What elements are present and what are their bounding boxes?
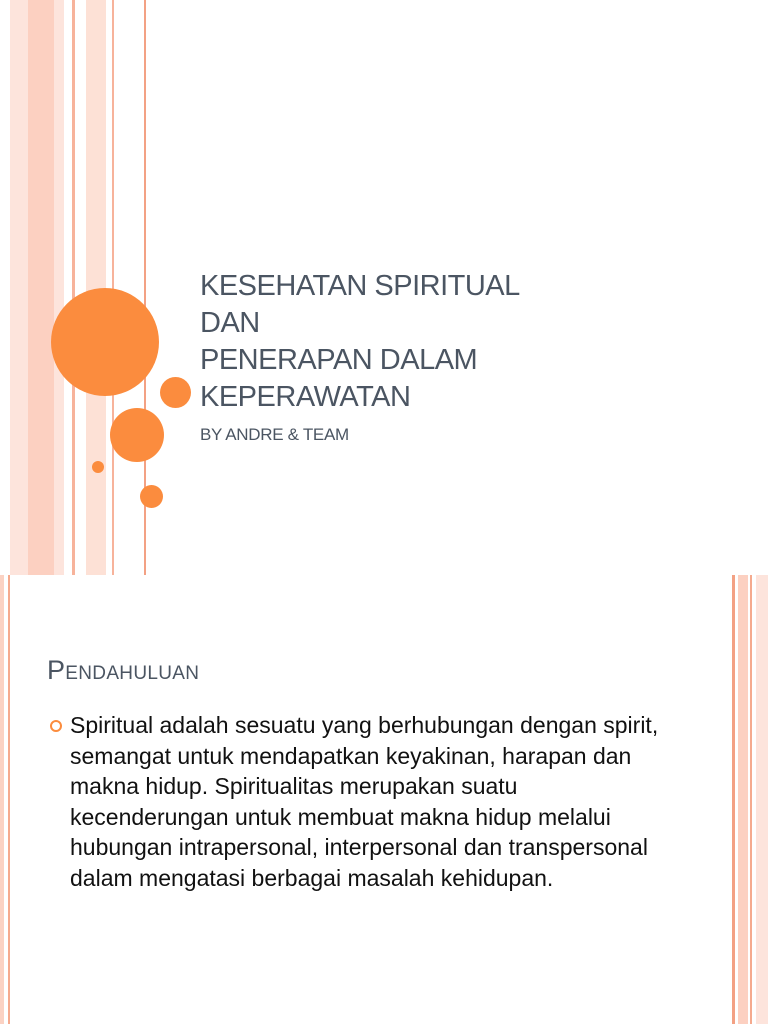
decorative-stripe [750, 575, 752, 1024]
bullet-text: Spiritual adalah sesuatu yang berhubungan dengan spirit, semangat untuk mendapatkan keyakinan, harapan dan makna hidup. Spiritualitas merupakan suatu kecenderungan untuk membuat makna hidup melalui hubungan intrapersonal, interpersonal dan transpersonal dalam mengatasi berbagai masalah kehidupan. [70, 712, 659, 891]
bullet-list [48, 710, 678, 893]
decorative-circle-small [140, 485, 163, 508]
slide-title-line: DAN [200, 307, 260, 339]
decorative-stripe [10, 0, 28, 575]
decorative-stripe [0, 575, 4, 1024]
slide-heading: Pendahuluan [47, 655, 200, 685]
decorative-stripe [8, 575, 10, 1024]
decorative-stripe [54, 0, 64, 575]
decorative-circle-tiny [92, 461, 104, 473]
decorative-stripe [72, 0, 75, 575]
slide-title-line: KESEHATAN SPIRITUAL [200, 270, 520, 302]
decorative-stripe [732, 575, 735, 1024]
ring-bullet-icon [50, 720, 62, 732]
slide-subtitle: BY ANDRE & TEAM [200, 425, 349, 444]
slide-title-line: PENERAPAN DALAM [200, 344, 478, 376]
decorative-stripe [756, 575, 768, 1024]
slide-title [200, 268, 520, 416]
decorative-circle-small [160, 377, 191, 408]
bullet-item [48, 710, 678, 893]
decorative-circle-medium [110, 408, 164, 462]
decorative-stripe [738, 575, 748, 1024]
slide-title-line: KEPERAWATAN [200, 381, 411, 413]
decorative-circle-large [51, 288, 159, 396]
decorative-stripe [28, 0, 54, 575]
content-slide [0, 575, 768, 1024]
